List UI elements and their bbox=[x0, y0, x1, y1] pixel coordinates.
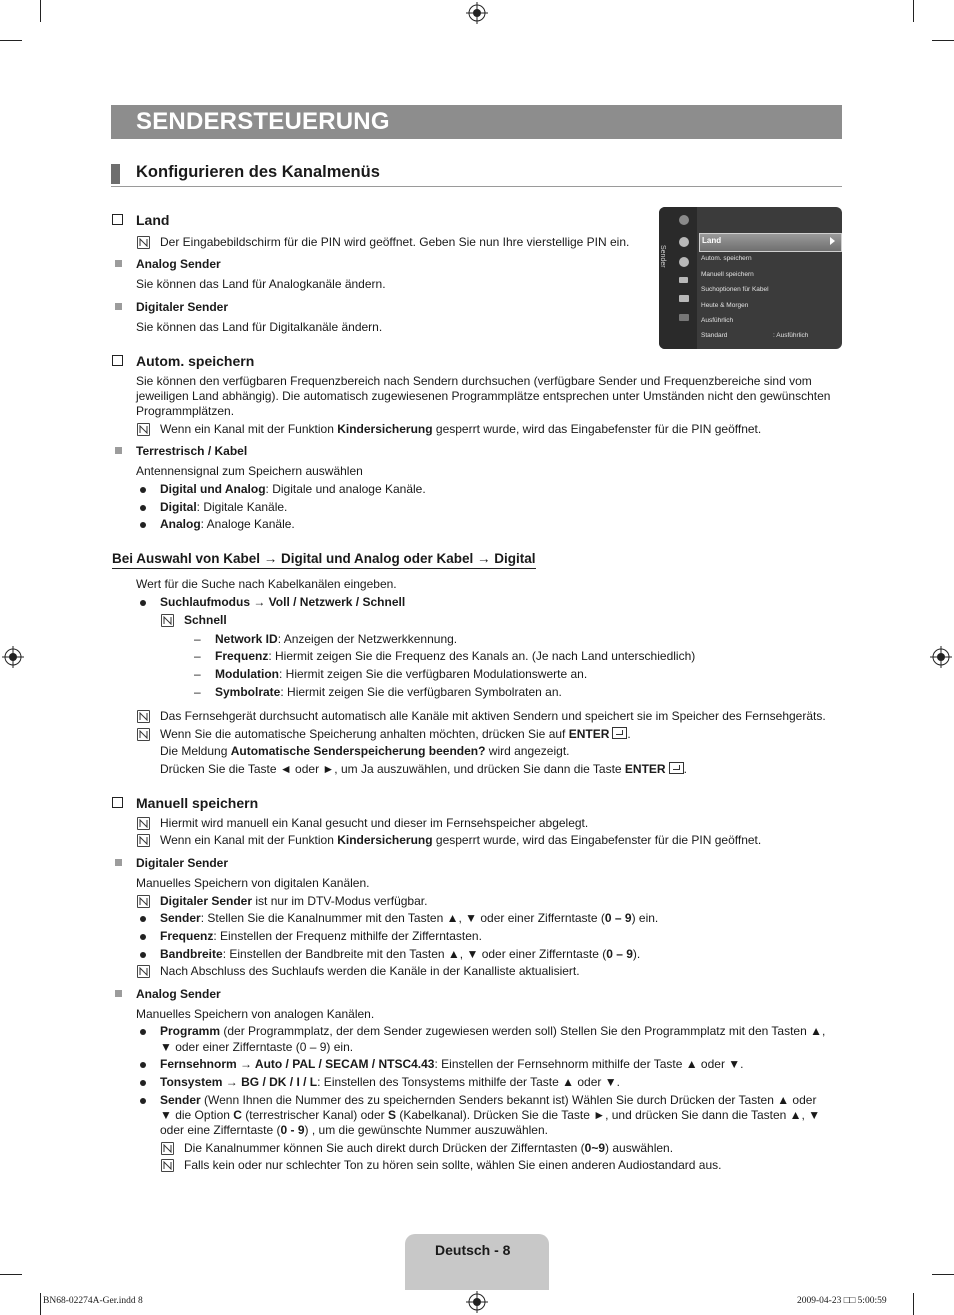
note-icon bbox=[137, 965, 150, 978]
print-slug-right: 2009-04-23 □□ 5:00:59 bbox=[797, 1296, 887, 1306]
bullet-dot-icon bbox=[140, 934, 146, 940]
crop-mark bbox=[0, 40, 22, 41]
menu-item[interactable]: Heute & Morgen bbox=[701, 302, 749, 309]
crop-mark bbox=[40, 0, 41, 22]
crop-mark bbox=[913, 1293, 914, 1315]
ana-item-cont: ▼ oder einer Zifferntaste (0 – 9) ein. bbox=[160, 1040, 354, 1054]
kabel-heading: Bei Auswahl von Kabel → Digital und Analog oder Kabel → Digital bbox=[112, 551, 536, 569]
bullet-dot-icon bbox=[140, 1080, 146, 1086]
menu-side-label: Sender bbox=[659, 245, 666, 268]
land-analog-text: Sie können das Land für Analogkanäle ändern. bbox=[136, 277, 386, 291]
note-icon bbox=[161, 1142, 174, 1155]
square-bullet-icon bbox=[115, 447, 122, 454]
schnell-item: Symbolrate: Hiermit zeigen Sie die verfügbaren Symbolraten an. bbox=[215, 685, 562, 699]
menu-item[interactable]: Autom. speichern bbox=[701, 255, 752, 262]
kabel-mode: Suchlaufmodus → Voll / Netzwerk / Schnell bbox=[160, 595, 406, 609]
dash-bullet: – bbox=[194, 685, 201, 699]
crop-mark bbox=[932, 40, 954, 41]
crop-mark bbox=[913, 0, 914, 22]
ana-item: Sender (Wenn Ihnen die Nummer des zu speichernden Senders bekannt ist) Wählen Sie durch Drücken der Tasten ▲ oder bbox=[160, 1093, 817, 1107]
square-bullet-icon bbox=[115, 990, 122, 997]
terr-option: Digital: Digitale Kanäle. bbox=[160, 500, 288, 514]
autom-note: Wenn ein Kanal mit der Funktion Kindersicherung gesperrt wurde, wird das Eingabefenster für die PIN geöffnet. bbox=[160, 422, 762, 436]
crop-mark bbox=[40, 1293, 41, 1315]
dash-bullet: – bbox=[194, 632, 201, 646]
channel-icon bbox=[679, 237, 689, 247]
note-icon bbox=[137, 423, 150, 436]
menu-item[interactable]: Ausführlich bbox=[701, 317, 734, 324]
input-icon bbox=[679, 277, 688, 283]
dash-bullet: – bbox=[194, 667, 201, 681]
ana-item: Programm (der Programmplatz, der dem Sender zugewiesen werden soll) Stellen Sie den Programmplatz mit den Tasten ▲, bbox=[160, 1024, 826, 1038]
print-slug-left: BN68-02274A-Ger.indd 8 bbox=[43, 1296, 143, 1306]
land-digital-text: Sie können das Land für Digitalkanäle ändern. bbox=[136, 320, 383, 334]
land-note: Der Eingabebildschirm für die PIN wird geöffnet. Geben Sie nun Ihre vierstellige PIN ein. bbox=[160, 235, 630, 249]
square-bullet-icon bbox=[115, 303, 122, 310]
land-heading: Land bbox=[136, 212, 170, 228]
kabel-note2-line3: Drücken Sie die Taste ◄ oder ►, um Ja auszuwählen, und drücken Sie dann die Taste ENTER . bbox=[160, 762, 687, 776]
crop-mark bbox=[0, 1274, 22, 1275]
dig-item: Sender: Stellen Sie die Kanalnummer mit den Tasten ▲, ▼ oder einer Zifferntaste (0 – 9) ein. bbox=[160, 911, 659, 925]
kabel-note2-line2: Die Meldung Automatische Senderspeicherung beenden? wird angezeigt. bbox=[160, 744, 570, 758]
note-icon bbox=[137, 834, 150, 847]
ana-item-cont: oder eine Zifferntaste (0 - 9) , um die gewünschte Nummer auszuwählen. bbox=[160, 1123, 548, 1137]
terr-option: Analog: Analoge Kanäle. bbox=[160, 517, 295, 531]
bullet-dot-icon bbox=[140, 600, 146, 606]
setup-icon bbox=[679, 257, 689, 267]
bullet-dot-icon bbox=[140, 522, 146, 528]
enter-icon bbox=[669, 762, 684, 774]
note-icon bbox=[137, 710, 150, 723]
section-header bbox=[111, 158, 842, 187]
dig-text: Manuelles Speichern von digitalen Kanälen. bbox=[136, 876, 370, 890]
registration-mark-icon bbox=[930, 646, 952, 668]
note-icon bbox=[161, 1159, 174, 1172]
ana-text: Manuelles Speichern von analogen Kanälen. bbox=[136, 1007, 375, 1021]
bullet-dot-icon bbox=[140, 505, 146, 511]
registration-mark-icon bbox=[2, 646, 24, 668]
terr-option: Digital und Analog: Digitale und analoge Kanäle. bbox=[160, 482, 426, 496]
checkbox-bullet-icon bbox=[112, 797, 123, 808]
land-analog-heading: Analog Sender bbox=[136, 257, 221, 271]
bullet-dot-icon bbox=[140, 1098, 146, 1104]
menu-item-land[interactable]: Land bbox=[699, 233, 842, 252]
bullet-dot-icon bbox=[140, 1062, 146, 1068]
autom-heading: Autom. speichern bbox=[136, 353, 255, 369]
ana-heading: Analog Sender bbox=[136, 987, 221, 1001]
bullet-dot-icon bbox=[140, 952, 146, 958]
manuell-heading: Manuell speichern bbox=[136, 795, 259, 811]
kabel-intro: Wert für die Suche nach Kabelkanälen eingeben. bbox=[136, 577, 397, 591]
note-icon bbox=[137, 236, 150, 249]
checkbox-bullet-icon bbox=[112, 355, 123, 366]
menu-item[interactable]: Standard bbox=[701, 332, 728, 339]
bullet-dot-icon bbox=[140, 487, 146, 493]
ana-item: Fernsehnorm → Auto / PAL / SECAM / NTSC4.43: Einstellen der Fernsehnorm mithilfe der Taste ▲ oder ▼. bbox=[160, 1057, 744, 1071]
registration-mark-icon bbox=[466, 2, 488, 24]
page-number-tab bbox=[405, 1234, 549, 1290]
dig-item: Frequenz: Einstellen der Frequenz mithilfe der Zifferntasten. bbox=[160, 929, 482, 943]
crop-mark bbox=[932, 1274, 954, 1275]
kabel-note1: Das Fernsehgerät durchsucht automatisch alle Kanäle mit aktiven Sendern und speichert sie im Speicher des Fernsehgeräts. bbox=[160, 709, 826, 723]
square-bullet-icon bbox=[115, 260, 122, 267]
menu-sidebar bbox=[659, 207, 697, 349]
ana-note2: Falls kein oder nur schlechter Ton zu hören sein sollte, wählen Sie einen anderen Audiostandard aus. bbox=[184, 1158, 722, 1172]
manuell-note2: Wenn ein Kanal mit der Funktion Kindersicherung gesperrt wurde, wird das Eingabefenster für die PIN geöffnet. bbox=[160, 833, 762, 847]
note-icon bbox=[137, 895, 150, 908]
ana-note1: Die Kanalnummer können Sie auch direkt durch Drücken der Zifferntasten (0~9) auswählen. bbox=[184, 1141, 674, 1155]
bullet-dot-icon bbox=[140, 916, 146, 922]
schnell-item: Frequenz: Hiermit zeigen Sie die Frequenz des Kanals an. (Je nach Land unterschiedlich) bbox=[215, 649, 696, 663]
dig-note2: Nach Abschluss des Suchlaufs werden die Kanäle in der Kanalliste aktualisiert. bbox=[160, 964, 580, 978]
page-title-bar bbox=[111, 105, 842, 139]
autom-intro: Sie können den verfügbaren Frequenzbereich nach Sendern durchsuchen (verfügbare Sender und Frequenzbereiche sind vom jeweiligen Land abhängig). Die automatisch zugewiesenen Programmplätze entsprechen unter Umständen nicht den gewünschten Programmplätzen. bbox=[136, 374, 831, 418]
support-icon bbox=[679, 314, 689, 321]
kabel-schnell: Schnell bbox=[184, 613, 227, 627]
tv-menu-screenshot bbox=[659, 207, 842, 349]
dash-bullet: – bbox=[194, 649, 201, 663]
page-title: SENDERSTEUERUNG bbox=[136, 108, 390, 135]
picture-icon bbox=[679, 215, 689, 225]
note-icon bbox=[137, 728, 150, 741]
land-digital-heading: Digitaler Sender bbox=[136, 300, 229, 314]
application-icon bbox=[679, 295, 689, 302]
ana-item-cont: ▼ die Option C (terrestrischer Kanal) oder S (Kabelkanal). Drücken Sie die Taste ►, und drücken Sie dann die Tasten ▲, ▼ bbox=[160, 1108, 821, 1122]
ana-item: Tonsystem → BG / DK / I / L: Einstellen des Tonsystems mithilfe der Taste ▲ oder ▼. bbox=[160, 1075, 620, 1089]
arrow-right-icon bbox=[830, 237, 835, 245]
terr-heading: Terrestrisch / Kabel bbox=[136, 444, 248, 458]
menu-item[interactable]: Manuell speichern bbox=[701, 271, 754, 278]
note-icon bbox=[137, 817, 150, 830]
schnell-item: Network ID: Anzeigen der Netzwerkkennung. bbox=[215, 632, 458, 646]
dig-item: Bandbreite: Einstellen der Bandbreite mit den Tasten ▲, ▼ oder einer Zifferntaste (0 – 9). bbox=[160, 947, 641, 961]
schnell-item: Modulation: Hiermit zeigen Sie die verfügbaren Modulationswerte an. bbox=[215, 667, 588, 681]
menu-item[interactable]: Suchoptionen für Kabel bbox=[701, 286, 769, 293]
note-icon bbox=[161, 614, 174, 627]
registration-mark-icon bbox=[466, 1291, 488, 1313]
enter-icon bbox=[612, 727, 627, 739]
checkbox-bullet-icon bbox=[112, 214, 123, 225]
kabel-note2: Wenn Sie die automatische Speicherung anhalten möchten, drücken Sie auf ENTER . bbox=[160, 727, 631, 741]
dig-note: Digitaler Sender ist nur im DTV-Modus verfügbar. bbox=[160, 894, 428, 908]
square-bullet-icon bbox=[115, 859, 122, 866]
manuell-note1: Hiermit wird manuell ein Kanal gesucht und dieser im Fernsehspeicher abgelegt. bbox=[160, 816, 589, 830]
section-title: Konfigurieren des Kanalmenüs bbox=[136, 163, 380, 181]
terr-text: Antennensignal zum Speichern auswählen bbox=[136, 464, 363, 478]
bullet-dot-icon bbox=[140, 1029, 146, 1035]
menu-item-value: : Ausführlich bbox=[773, 332, 809, 339]
section-marker bbox=[111, 164, 120, 184]
dig-heading: Digitaler Sender bbox=[136, 856, 229, 870]
page-number: Deutsch - 8 bbox=[435, 1242, 511, 1258]
